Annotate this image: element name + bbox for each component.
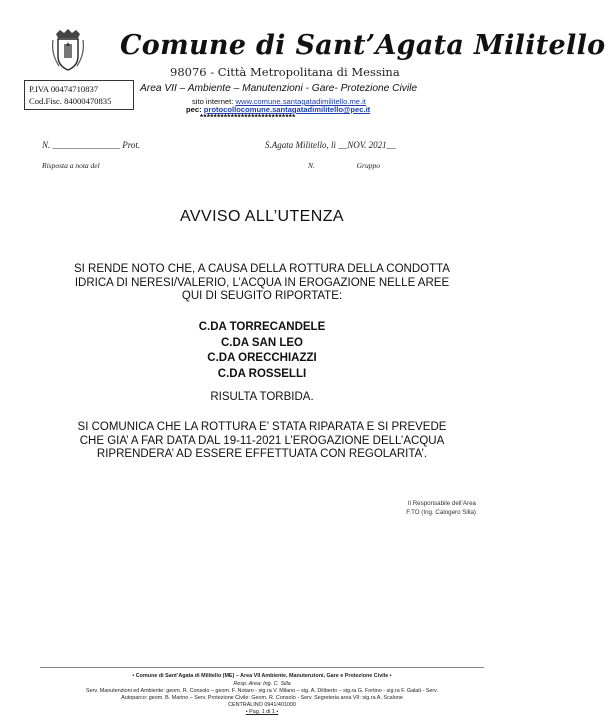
- reply-group-line: [308, 161, 380, 170]
- footer-staff-line: Serv. Manutenzioni ed Ambiente: geom. R. Consolo – geom. F. Notaro - sig.ra V. Milano – sig. A. Diliberto – sig.ra G. Fortino - sig.ra F. Galati - Serv.: [86, 688, 438, 694]
- footer-head-line: Resp. Area: Ing. C. Silla: [233, 681, 291, 687]
- group-label: Gruppo: [356, 161, 380, 170]
- notice-closing: [40, 421, 484, 462]
- footer-office-line: • Comune di Sant’Agata di Militello (ME) – Area VII Ambiente, Manutenzioni, Gare e Protezione Civile •: [132, 673, 392, 679]
- notice-intro-line: SI RENDE NOTO CHE, A CAUSA DELLA ROTTURA DELLA CONDOTTA: [74, 263, 450, 275]
- notice-closing-line: SI COMUNICA CHE LA ROTTURA E’ STATA RIPARATA E SI PREVEDE: [77, 421, 447, 433]
- reply-number-label: N.: [308, 161, 315, 170]
- department-line: Area VII – Ambiente – Manutenzioni - Gare- Protezione Civile: [140, 83, 418, 94]
- protocol-number: N. _______________ Prot.: [42, 140, 141, 150]
- affected-area-item: C.DA ROSSELLI: [217, 367, 307, 380]
- footer-page-number: • Pag. 1 di 1 •: [245, 709, 279, 715]
- signatory-role: Il Responsabile dell’Area: [407, 500, 476, 507]
- coat-of-arms-icon: [50, 28, 86, 72]
- pec-prefix: pec:: [186, 105, 204, 114]
- document-date: S.Agata Militello, lì __NOV. 2021__: [265, 140, 396, 150]
- vat-number: P.IVA 00474710837: [29, 84, 99, 94]
- signatory-name: F.TO (Ing. Calogero Silla): [406, 509, 476, 516]
- notice-intro: [40, 263, 484, 304]
- fiscal-codes-box: [24, 80, 134, 110]
- notice-intro-line: IDRICA DI NERESI/VALERIO, L’ACQUA IN EROGAZIONE NELLE AREE: [74, 276, 450, 289]
- affected-areas-list: [0, 320, 524, 382]
- website-prefix: sito internet:: [192, 97, 236, 106]
- notice-intro-line: QUI DI SEUGITO RIPORTATE:: [181, 290, 343, 302]
- affected-area-item: C.DA SAN LEO: [221, 336, 303, 349]
- website-link[interactable]: www.comune.santagatadimilitello.me.it: [235, 97, 366, 106]
- notice-closing-line: RIPRENDERA’ AD ESSERE EFFETTUATA CON REGOLARITA’.: [96, 448, 428, 460]
- reply-reference: Risposta a nota del: [42, 161, 100, 170]
- notice-title: AVVISO ALL’UTENZA: [180, 208, 344, 225]
- municipality-title: Comune di Sant’Agata Militello: [120, 30, 605, 61]
- fiscal-code: Cod.Fisc. 84000470835: [29, 96, 112, 106]
- affected-area-item: C.DA TORRECANDELE: [198, 321, 326, 333]
- water-status: RISULTA TORBIDA.: [210, 391, 314, 403]
- notice-closing-line: CHE GIA’ A FAR DATA DAL 19-11-2021 L’EROGAZIONE DELL’ACQUA: [79, 434, 445, 447]
- municipality-city-line: 98076 - Città Metropolitana di Messina: [170, 65, 400, 79]
- footer-divider: [40, 667, 484, 668]
- footer-services-line: Autoparco: geom. B. Marino – Serv. Protezione Civile: Geom. R. Consolo - Serv. Segreteria area VII: sig.ra A. Scalone: [121, 695, 403, 701]
- affected-area-item: C.DA ORECCHIAZZI: [207, 352, 317, 364]
- header-separator-stars: ****************************: [200, 113, 296, 122]
- footer-phone-line: CENTRALINO 0941/401000: [228, 702, 296, 708]
- pec-email-link[interactable]: protocollocomune.santagatadimilitello@pec.it: [203, 105, 371, 114]
